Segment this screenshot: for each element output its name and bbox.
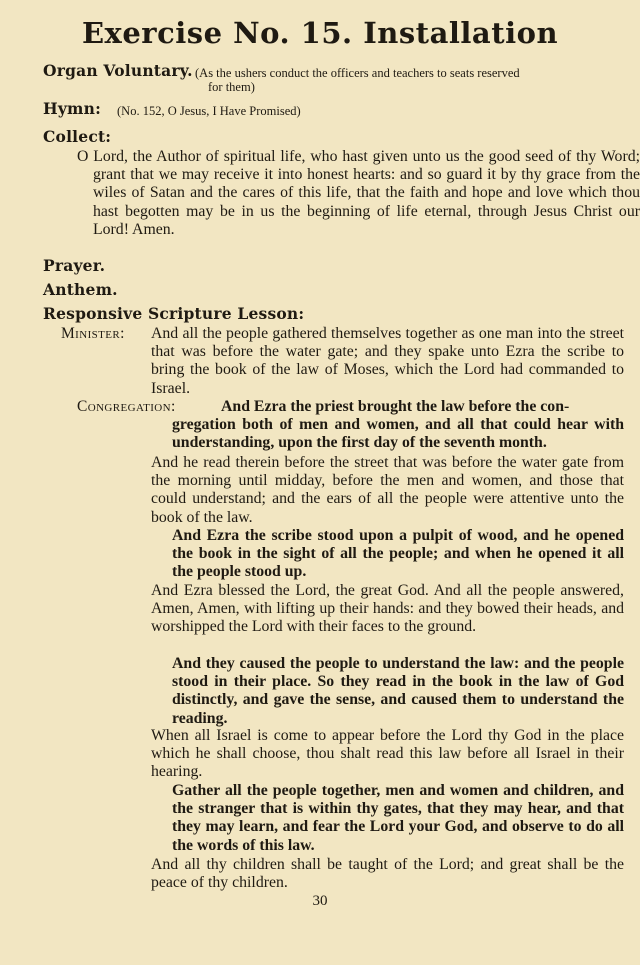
congregation-verse-5: And they caused the people to understand the law: and the people stood in their place. So they read in the book in the law of God distinctly, and gave the sense, and caused them to understand the reading. xyxy=(172,655,624,727)
congregation-verse-3: And Ezra the scribe stood upon a pulpit of wood, and he opened the book in the sight of all the people; and when he opened it all the people stood up. xyxy=(172,527,624,581)
lesson-row xyxy=(43,305,304,324)
prayer-row xyxy=(43,257,105,276)
collect-heading: Collect: xyxy=(43,127,112,146)
congregation-verse-7: Gather all the people together, men and women and children, and the stranger that is within thy gates, that they may hear, and that they may learn, and fear the Lord your God, and observe to do all the words of this law. xyxy=(172,782,624,854)
minister-text: And all the people gathered themselves together as one man into the street that was before the water gate; and they spake unto Ezra the scribe to bring the book of the law of Moses, which the Lord had commanded to Israel. xyxy=(151,325,624,397)
lesson-heading: Responsive Scripture Lesson: xyxy=(43,304,305,323)
organ-voluntary-row xyxy=(43,62,193,81)
congregation-label: Congregation: xyxy=(77,398,176,415)
collect-row xyxy=(43,128,111,147)
minister-label: Minister: xyxy=(61,325,125,342)
congregation-verse-1-rest: gregation both of men and women, and all that could hear with understanding, upon the first day of the seventh month. xyxy=(172,416,624,452)
anthem-row xyxy=(43,281,118,300)
organ-voluntary-note-line1: (As the ushers conduct the officers and teachers to seats reserved xyxy=(195,66,520,80)
prayer-heading: Prayer. xyxy=(43,256,106,275)
organ-voluntary-note-line2: for them) xyxy=(208,80,255,94)
reading-verse-8: And all thy children shall be taught of the Lord; and great shall be the peace of thy children. xyxy=(151,856,624,892)
reading-verse-2: And he read therein before the street that was before the water gate from the morning until midday, before the men and women, and those that could understand; and the ears of all the people were attentive unto the book of the law. xyxy=(151,454,624,526)
congregation-verse-1-line1: And Ezra the priest brought the law before the con- xyxy=(221,398,570,415)
reading-verse-4: And Ezra blessed the Lord, the great God. And all the people answered, Amen, Amen, with lifting up their hands: and they bowed their heads, and worshipped the Lord with their faces to the ground. xyxy=(151,582,624,636)
collect-text: O Lord, the Author of spiritual life, who hast given unto us the good seed of thy Word; grant that we may receive it into honest hearts: and so guard it by thy grace from the wiles of Satan and the cares of this life, that the faith and hope and love which thou hast begotten may be in us the beginning of life eternal, through Jesus Christ our Lord! Amen. xyxy=(77,148,640,238)
hymn-heading: Hymn: xyxy=(43,99,102,118)
page-title: Exercise No. 15. Installation xyxy=(81,16,559,50)
organ-voluntary-heading: Organ Voluntary. xyxy=(43,61,193,80)
reading-verse-6: When all Israel is come to appear before the Lord thy God in the place which he shall choose, thou shalt read this law before all Israel in their hearing. xyxy=(151,727,624,781)
page-number: 30 xyxy=(312,893,328,909)
hymn-row xyxy=(43,100,101,119)
hymn-note: (No. 152, O Jesus, I Have Promised) xyxy=(117,104,301,118)
anthem-heading: Anthem. xyxy=(43,280,118,299)
